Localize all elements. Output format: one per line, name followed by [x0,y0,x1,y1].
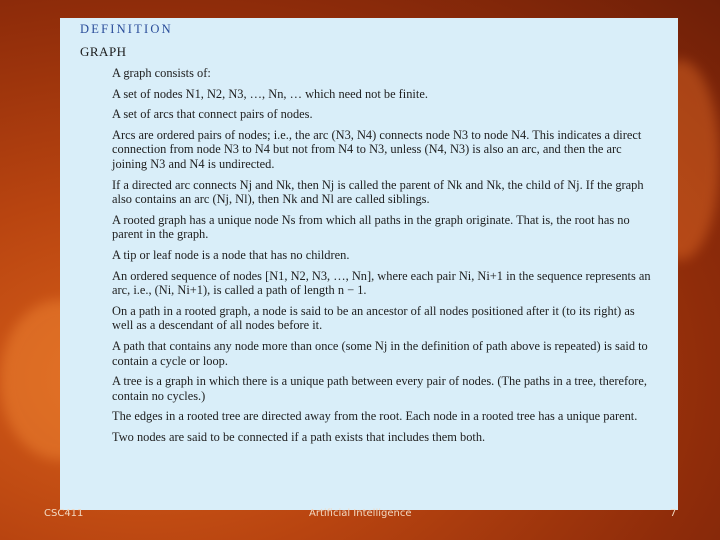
footer-page-number: 7 [670,508,677,519]
footer-course: CSC411 [44,508,84,519]
definition-body [112,66,658,444]
paragraph-nodes: A set of nodes N1, N2, N3, …, Nn, … which need not be finite. [112,86,428,101]
paragraph-tree: A tree is a graph in which there is a unique path between every pair of nodes. (The paths in a tree, therefore, contain no cycles.) [112,374,647,403]
footer-topic: Artificial Intelligence [309,508,412,519]
paragraph-graph-consists: A graph consists of: [112,66,211,80]
paragraph-rooted-graph: A rooted graph has a unique node Ns from which all paths in the graph originate. That is, the root has no parent in the graph. [112,212,630,242]
paragraph-cycle: A path that contains any node more than once (some Nj in the definition of path above is repeated) is said to contain a cycle or loop. [112,338,648,368]
paragraph-parent-child: If a directed arc connects Nj and Nk, then Nj is called the parent of Nk and Nk, the child of Nj. If the graph also contains an arc (Nj, Nl), then Nk and Nl are called siblings. [112,177,644,207]
paragraph-path: An ordered sequence of nodes [N1, N2, N3, …, Nn], where each pair Ni, Ni+1 in the sequence represents an arc, i.e., (Ni, Ni+1), is called a path of length n − 1. [112,268,651,298]
definition-heading: DEFINITION [80,22,173,36]
graph-subheading: GRAPH [80,44,127,59]
paragraph-connected: Two nodes are said to be connected if a path exists that includes them both. [112,429,486,444]
paragraph-ancestor: On a path in a rooted graph, a node is said to be an ancestor of all nodes positioned after it (to its right) as well as a descendant of all nodes before it. [112,303,635,333]
definition-panel [60,18,678,510]
paragraph-arcs: A set of arcs that connect pairs of nodes. [112,107,313,122]
paragraph-rooted-tree-edges: The edges in a rooted tree are directed away from the root. Each node in a rooted tree has a unique parent. [112,409,638,424]
paragraph-leaf-node: A tip or leaf node is a node that has no children. [112,247,350,262]
paragraph-ordered-pairs: Arcs are ordered pairs of nodes; i.e., the arc (N3, N4) connects node N3 to node N4. This indicates a direct connection from node N3 to N4 but not from N4 to N3, unless (N4, N3) is also an arc, and then the arc joining N3 and N4 is undirected. [112,127,642,171]
